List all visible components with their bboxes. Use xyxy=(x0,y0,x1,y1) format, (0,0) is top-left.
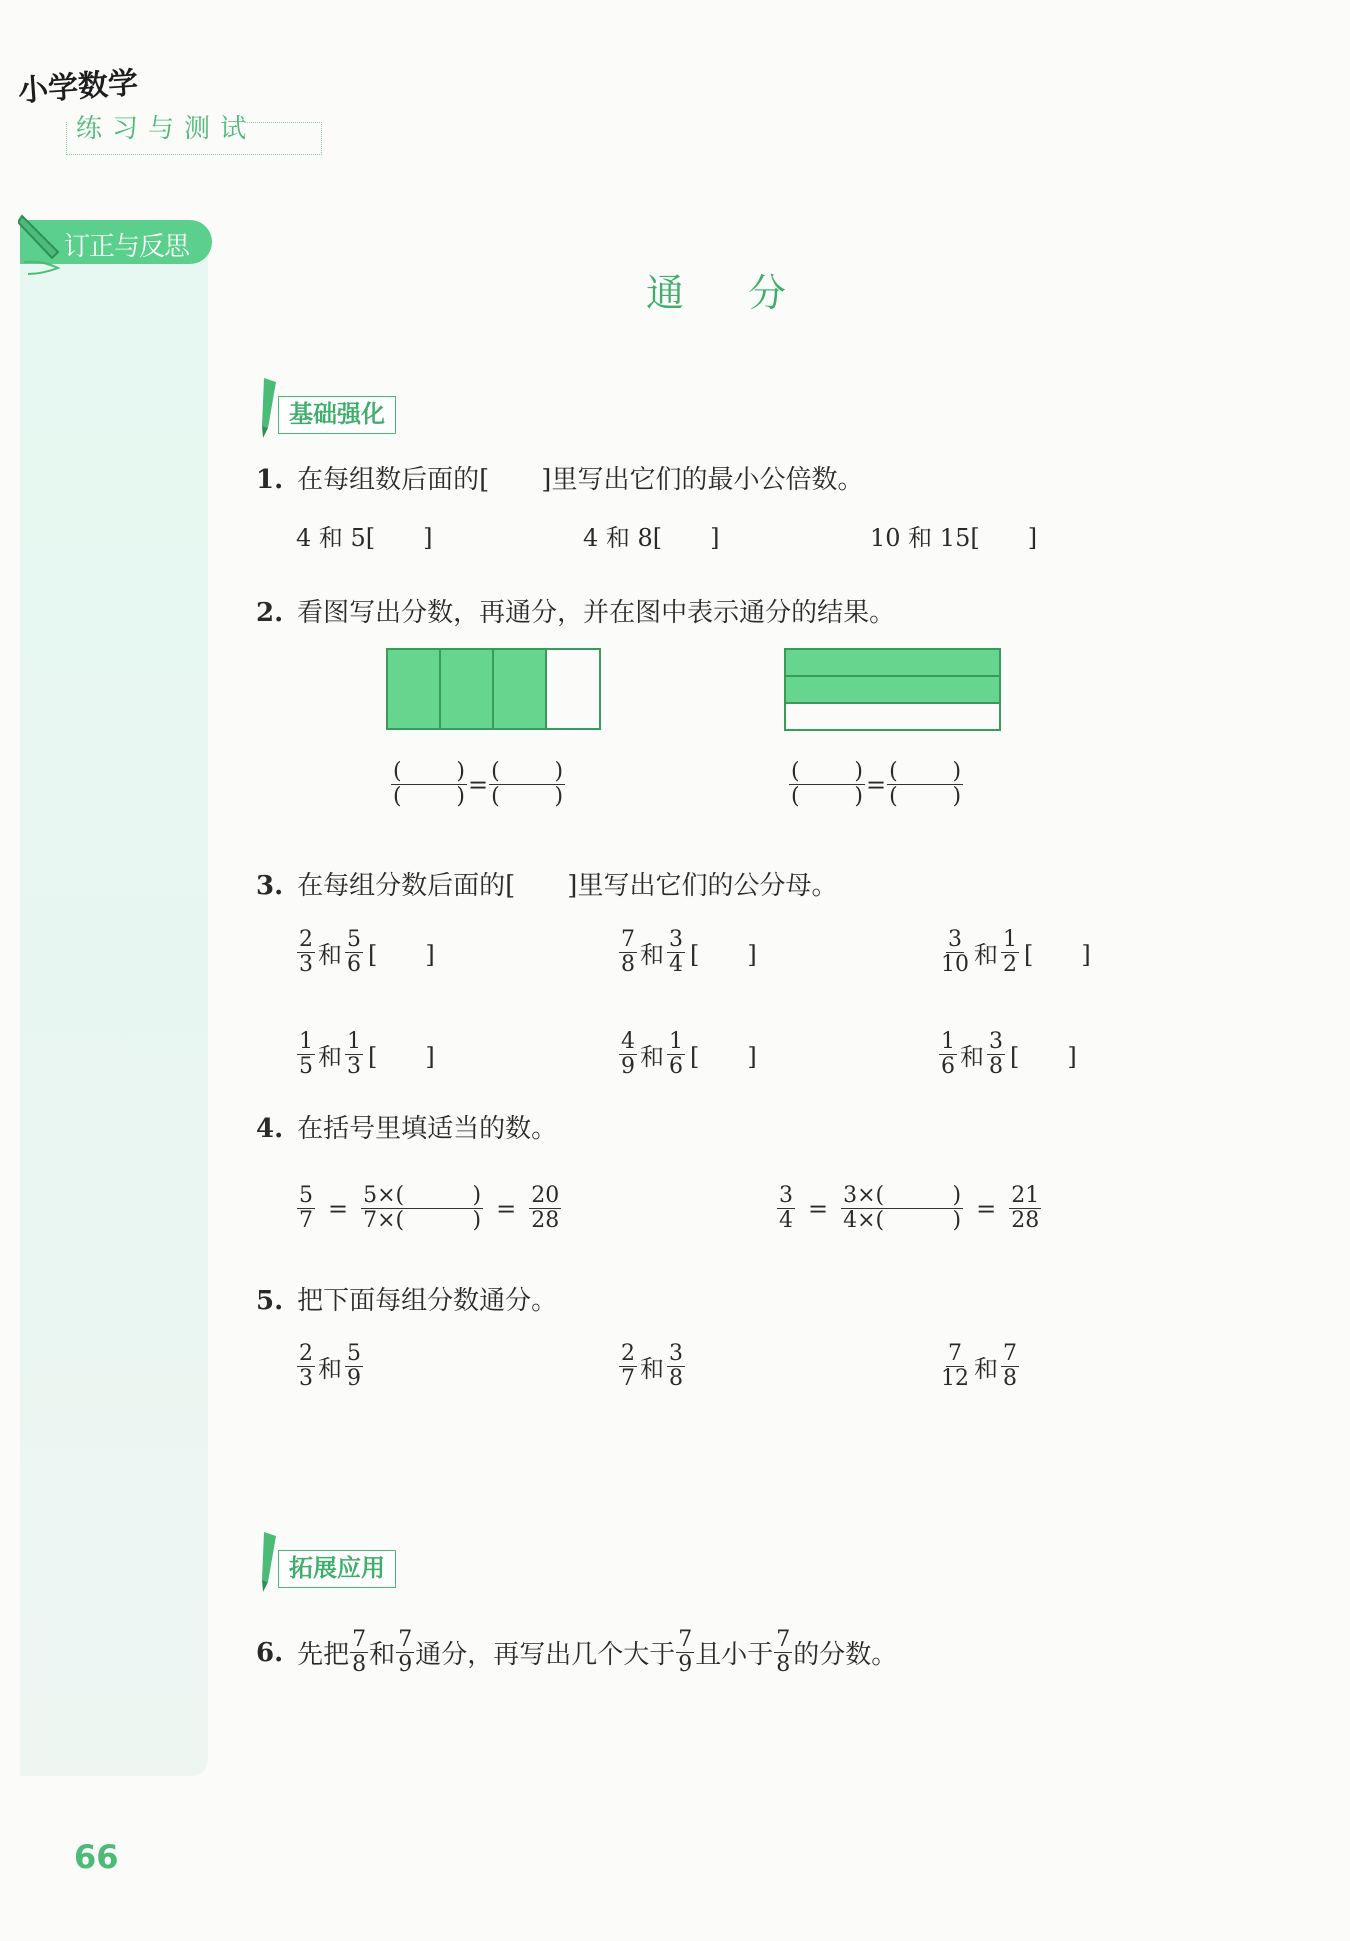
fraction-pair: $\frac{4}{9}$ 和 $\frac{1}{6}$ [ ] xyxy=(621,1029,757,1079)
blank-fraction: ( ) ( ) xyxy=(491,759,564,809)
question-4 xyxy=(256,1112,557,1146)
fraction-pair: $\frac{7}{8}$ 和 $\frac{3}{4}$ [ ] xyxy=(621,927,757,977)
equation-1: $\frac{5}{7}$ = 5×( ) 7×( ) = $\frac{20}{28}$ xyxy=(299,1183,560,1233)
question-3 xyxy=(256,869,837,903)
fraction-figure-horizontal xyxy=(784,648,1002,732)
pencil-icon xyxy=(18,212,68,282)
answer-item: 4 和 8[ ] xyxy=(583,524,720,552)
equation-2: $\frac{3}{4}$ = 3×( ) 4×( ) = $\frac{21}{28}$ xyxy=(779,1183,1040,1233)
blank-fraction: ( ) ( ) xyxy=(393,759,465,809)
brand-title: 小学数学 xyxy=(17,65,140,109)
question-1 xyxy=(256,463,863,497)
answer-item: 10 和 15[ ] xyxy=(870,524,1038,552)
fraction-pair: $\frac{2}{3}$ 和 $\frac{5}{9}$ xyxy=(299,1341,361,1391)
question-number: 2. xyxy=(256,598,284,628)
fraction-pair: $\frac{7}{12}$ 和 $\frac{7}{8}$ xyxy=(941,1341,1017,1391)
blank-fraction: 5×( ) 7×( ) xyxy=(363,1183,482,1233)
equals-sign: = xyxy=(866,770,887,799)
brand-subtitle: 练习与测试 xyxy=(76,114,257,144)
question-text: 在括号里填适当的数。 xyxy=(297,1114,558,1144)
question-6: 6. 先把 $\frac{7}{8}$ 和 $\frac{7}{9}$ 通分，再写出几个大于 $\frac{7}{9}$ 且小于 $\frac{7}{8}$ 的分数。 xyxy=(256,1627,898,1677)
question-2 xyxy=(256,596,895,630)
section-title: 基础强化 xyxy=(278,396,396,434)
fraction-equation xyxy=(788,760,964,809)
fraction-figure-vertical xyxy=(386,648,602,730)
question-text: 把下面每组分数通分。 xyxy=(297,1286,558,1316)
fraction-pair: $\frac{1}{6}$ 和 $\frac{3}{8}$ [ ] xyxy=(941,1029,1077,1079)
fraction-pair: $\frac{1}{5}$ 和 $\frac{1}{3}$ [ ] xyxy=(299,1029,435,1079)
blank-fraction: ( ) ( ) xyxy=(889,759,962,809)
equals-sign: = xyxy=(468,770,489,799)
question-text: 在每组分数后面的[ ]里写出它们的公分母。 xyxy=(297,871,838,901)
blank-fraction: 3×( ) 4×( ) xyxy=(843,1183,962,1233)
question-number: 4. xyxy=(256,1114,284,1144)
lesson-title: 通分 xyxy=(646,271,851,315)
section-title: 拓展应用 xyxy=(278,1550,396,1588)
blank-fraction: ( ) ( ) xyxy=(791,759,863,809)
page-number: 66 xyxy=(74,1838,119,1876)
fraction-pair: $\frac{3}{10}$ 和 $\frac{1}{2}$ [ ] xyxy=(941,927,1091,977)
fraction-equation xyxy=(390,760,566,809)
fraction-pair: $\frac{2}{3}$ 和 $\frac{5}{6}$ [ ] xyxy=(299,927,435,977)
answer-item: 4 和 5[ ] xyxy=(296,524,433,552)
question-number: 6. xyxy=(256,1637,284,1668)
question-number: 5. xyxy=(256,1286,284,1316)
question-5 xyxy=(256,1284,557,1318)
question-text: 看图写出分数，再通分，并在图中表示通分的结果。 xyxy=(297,598,896,628)
question-text: 在每组数后面的[ ]里写出它们的最小公倍数。 xyxy=(297,465,864,495)
question-number: 3. xyxy=(256,871,284,901)
margin-tab-label: 订正与反思 xyxy=(64,232,190,262)
fraction-pair: $\frac{2}{7}$ 和 $\frac{3}{8}$ xyxy=(621,1341,683,1391)
question-number: 1. xyxy=(256,465,284,495)
correction-margin xyxy=(20,248,208,1776)
